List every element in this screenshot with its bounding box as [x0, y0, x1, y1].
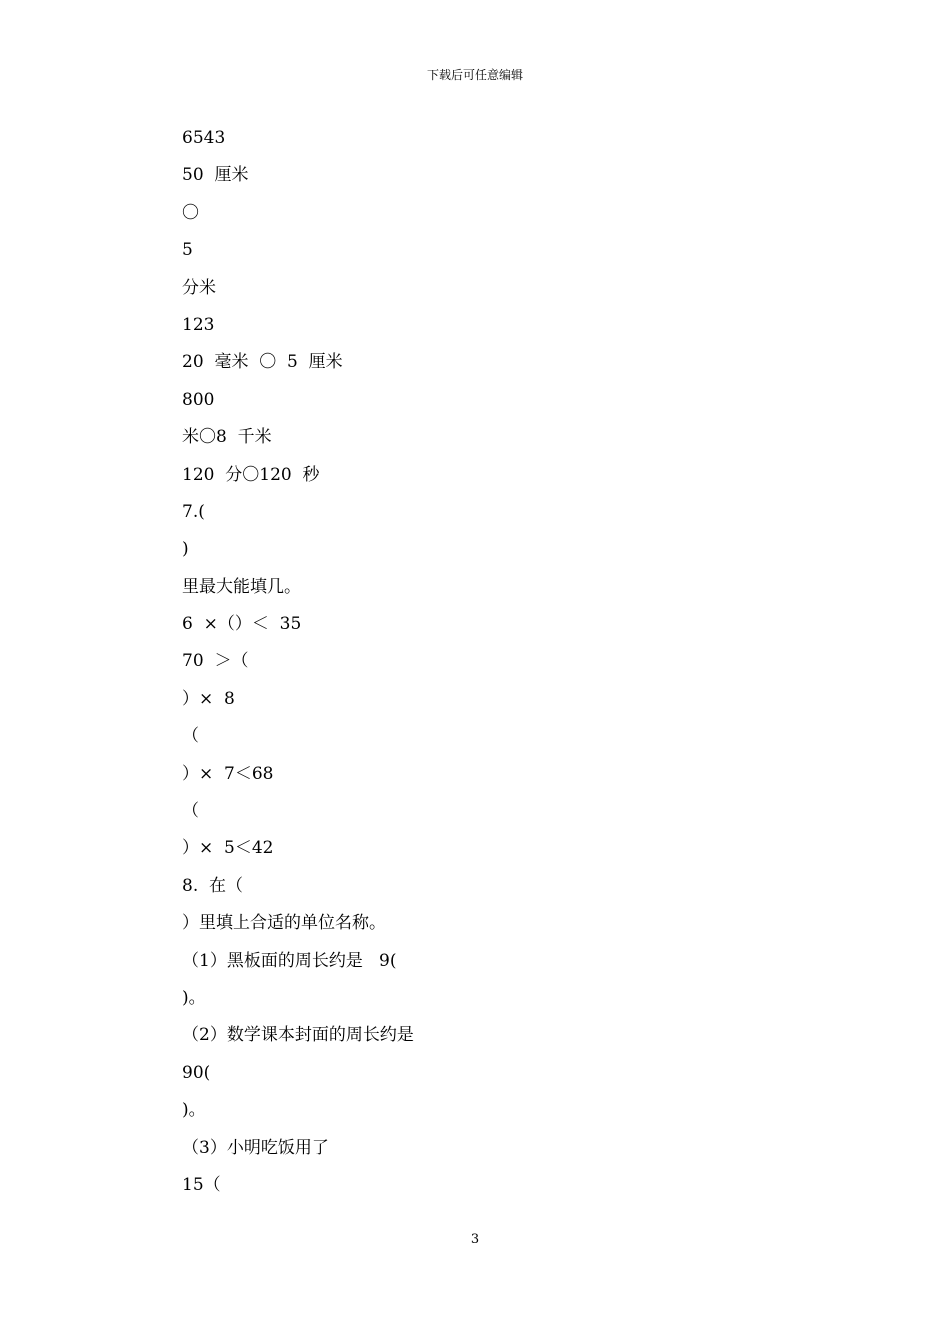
- text-line: 分米: [182, 277, 216, 298]
- question-prompt: ）里填上合适的单位名称。: [182, 913, 386, 934]
- text-line: 90(: [182, 1062, 211, 1083]
- text-line: ）× 8: [182, 688, 235, 709]
- text-line: （: [182, 726, 199, 747]
- text-line: 6 ×（）＜ 35: [182, 614, 302, 635]
- page-header: 下载后可任意编辑: [426, 68, 523, 82]
- text-line: ): [182, 539, 189, 560]
- sub-question: （3）小明吃饭用了: [182, 1137, 329, 1158]
- question-number: 8. 在（: [182, 875, 244, 896]
- text-line: 123: [182, 314, 215, 335]
- text-line: 6543: [182, 128, 226, 148]
- text-line: 50 厘米: [182, 165, 249, 186]
- sub-question: （2）数学课本封面的周长约是: [182, 1025, 414, 1046]
- text-line: )。: [182, 1100, 206, 1121]
- text-line: 20 毫米 〇 5 厘米: [182, 352, 343, 373]
- text-line: ）× 7＜68: [182, 763, 274, 784]
- text-line: 800: [182, 389, 215, 410]
- text-line: 〇: [182, 202, 199, 223]
- page-number: 3: [470, 1232, 480, 1247]
- text-line: 70 ＞（: [182, 651, 249, 672]
- text-line: 15（: [182, 1174, 221, 1195]
- question-number: 7.(: [182, 501, 205, 522]
- sub-question: （1）黑板面的周长约是 9(: [182, 950, 397, 971]
- text-line: （: [182, 801, 199, 822]
- text-line: )。: [182, 987, 206, 1008]
- question-prompt: 里最大能填几。: [182, 576, 301, 597]
- text-line: ）× 5＜42: [182, 838, 274, 859]
- text-line: 5: [182, 240, 193, 261]
- text-line: 120 分〇120 秒: [182, 464, 320, 485]
- text-line: 米〇8 千米: [182, 427, 272, 448]
- document-body: [182, 126, 882, 1210]
